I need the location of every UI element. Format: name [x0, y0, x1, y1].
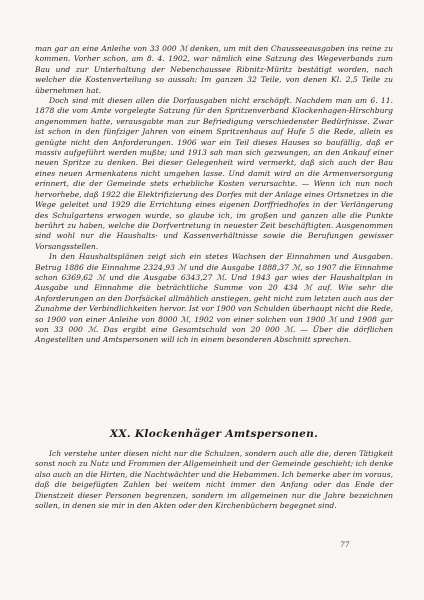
paragraph: Ich verstehe unter diesen nicht nur die Schulzen, sondern auch alle die, deren Tätigkeit sonst noch zu Nutz und Frommen der Allgemeinheit und der Gemeinde geschieht; ich denke also auch an die Hirten, die Nachtwächter und die Hebammen. Ich bemerke aber im voraus, daß die beigefügten Zahlen bei weitem nicht immer den Anfang oder das Ende der Dienstzeit dieser Personen begrenzen, sondern im allgemeinen nur die Jahre bezeichnen sollen, in denen sie mir in den Akten oder den Kirchenbüchern begegnet sind.	[35, 449, 393, 511]
paragraph: Doch sind mit diesen allen die Dorfausgaben nicht erschöpft. Nachdem man am 6. 11. 1878 die vom Amte vorgelegte Satzung für den Spritzenverband Klockenhagen-Hirschburg angenommen hatte, verausgabte man zur Befriedigung verschiedenster Bedürfnisse. Zwar ist schon in den fünfziger Jahren von einem Spritzenhaus auf Hufe 5 die Rede, allein es genügte nicht den Anforderungen. 1906 war ein Teil dieses Hauses so baufällig, daß er massiv aufgeführt werden mußte; und 1913 sah man sich gezwungen, an den Ankauf einer neuen Spritze zu denken. Bei dieser Gelegenheit wird vermerkt, daß sich auch der Bau eines neuen Armenkatens nicht umgehen lasse. Und damit wird an die Armenversorgung erinnert, die der Gemeinde stets erhebliche Kosten verursachte. — Wenn ich nun noch hervorhebe, daß 1922 die Elektrifizierung des Dorfes mit der Anlage eines Ortsnetzes in die Wege geleitet und 1929 die Errichtung eines eigenen Dorffriedhofes in der Verlängerung des Schulgartens erwogen wurde, so glaube ich, im großen und ganzen alle die Punkte berührt zu haben, welche die Dorfvertretung in neuester Zeit beschäftigten. Ausgenommen sind wohl nur die Haushalts- und Kassenverhältnisse sowie die Berufungen gewisser Vorsangsstellen.	[35, 96, 393, 251]
page-number: 77	[340, 540, 350, 549]
paragraph: In den Haushaltsplänen zeigt sich ein stetes Wachsen der Einnahmen und Ausgaben. Betrug 1886 die Einnahme 2324,93 ℳ und die Ausgabe 1888,37 ℳ, so 1907 die Einnahme schon 6369,62 ℳ und die Ausgabe 6343,27 ℳ. Und 1943 gar wies der Haushaltplan in Ausgabe und Einnahme die beträchtliche Summe von 20 434 ℳ auf. Wie sehr die Anforderungen an den Dorfsäckel allmählich anstiegen, geht nicht zum letzten auch aus der Zunahme der Verbindlichkeiten hervor. Ist vor 1900 von Schulden überhaupt nicht die Rede, so 1900 von einer Anleihe von 8000 ℳ, 1902 von einer solchen von 1900 ℳ und 1908 gar von 33 000 ℳ. Das ergibt eine Gesamtschuld von 20 000 ℳ. — Über die dörflichen Angestellten und Amtspersonen will ich in einem besonderen Abschnitt sprechen.	[35, 252, 393, 345]
body-text-top	[35, 44, 393, 346]
body-text-bottom	[35, 449, 393, 511]
section-heading: XX. Klockenhäger Amtspersonen.	[109, 428, 319, 440]
paragraph: man gar an eine Anleihe von 33 000 ℳ denken, um mit den Chausseeausgaben ins reine zu kommen. Vorher schon, am 8. 4. 1902, war nämlich eine Satzung des Wegeverbands zum Bau und zur Unterhaltung der Nebenchaussee Ribnitz-Müritz bestätigt worden, nach welcher die Kostenverteilung so aussah: Im ganzen 32 Teile, von denen Kl. 2,5 Teile zu übernehmen hat.	[35, 44, 393, 95]
